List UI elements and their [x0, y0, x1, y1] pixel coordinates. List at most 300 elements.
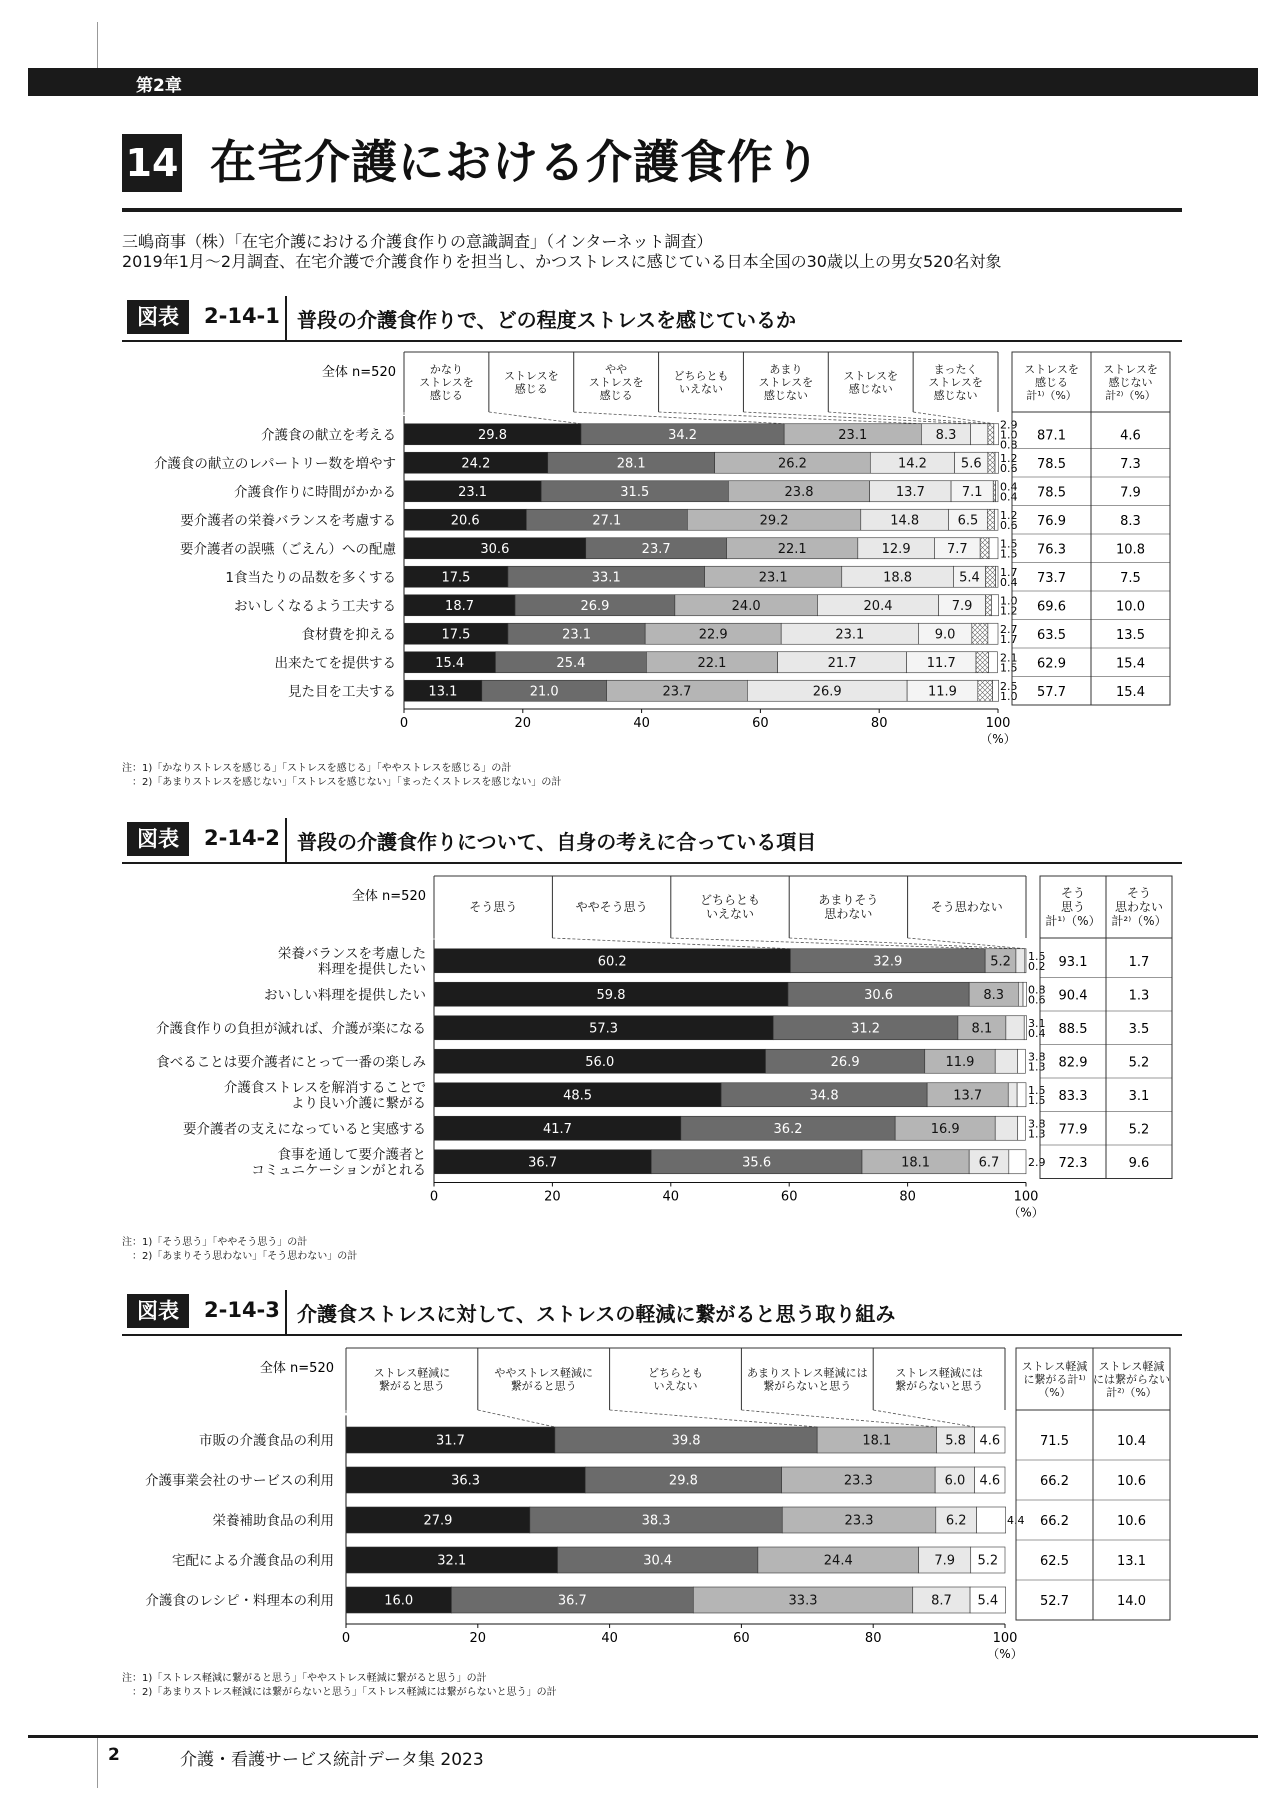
- x-tick-label: 20: [514, 716, 532, 731]
- data-label: 23.7: [662, 684, 692, 700]
- data-label-small: 0.8: [1028, 983, 1046, 997]
- category-label: 要介護者の支えになっていると実感する: [183, 1121, 426, 1138]
- data-label: 21.7: [827, 655, 857, 671]
- category-label: 食事を通して要介護者とコミュニケーションがとれる: [251, 1147, 426, 1179]
- x-tick-label: 0: [429, 1189, 439, 1205]
- totals-cell: 10.6: [1117, 1474, 1146, 1489]
- figure-rule: [122, 1334, 1182, 1336]
- data-label: 7.1: [961, 484, 983, 500]
- data-label: 5.2: [990, 954, 1011, 970]
- legend-connector: [489, 412, 581, 424]
- totals-cell: 93.1: [1058, 954, 1088, 970]
- data-label: 23.1: [758, 570, 788, 586]
- data-label: 23.1: [838, 427, 868, 443]
- data-label-small: 1.7: [1000, 632, 1018, 646]
- data-label: 22.9: [698, 627, 728, 643]
- x-tick-label: 80: [899, 1189, 916, 1205]
- footer-rule: [28, 1735, 1258, 1738]
- data-label: 8.3: [983, 987, 1005, 1003]
- x-tick-label: 0: [341, 1631, 351, 1646]
- data-label-small: 1.5: [1028, 1083, 1046, 1097]
- bar-segment: [978, 680, 993, 701]
- x-tick-label: 40: [601, 1631, 618, 1646]
- data-label: 23.8: [784, 484, 814, 500]
- category-label: 介護食ストレスを解消することでより良い介護に繋がる: [223, 1080, 426, 1112]
- totals-cell: 73.7: [1037, 570, 1066, 586]
- legend-label: ストレス軽減には繋がらないと思う: [895, 1366, 984, 1393]
- n-label: 全体 n=520: [351, 889, 426, 904]
- note-line: 注：1)「そう思う」「ややそう思う」の計: [122, 1237, 308, 1248]
- data-label: 34.8: [809, 1088, 839, 1104]
- legend-label: どちらともいえない: [699, 893, 761, 921]
- legend-connector: [828, 412, 988, 424]
- legend-label: ややストレスを感じる: [588, 363, 644, 402]
- n-label: 全体 n=520: [321, 365, 396, 380]
- category-label: おいしい料理を提供したい: [264, 987, 426, 1004]
- category-label: 見た目を工夫する: [288, 683, 396, 700]
- totals-cell: 14.0: [1117, 1594, 1146, 1609]
- note-line: 注：1)「ストレス軽減に繋がると思う」「ややストレス軽減に繋がると思う」の計: [122, 1673, 487, 1684]
- chart-stress-level: [0, 350, 1280, 760]
- bar-segment: [988, 452, 995, 473]
- data-label: 23.3: [843, 1473, 873, 1489]
- totals-cell: 5.2: [1128, 1122, 1150, 1138]
- figure-tag: 図表: [127, 822, 189, 856]
- section-title: 在宅介護における介護食作り: [210, 135, 821, 189]
- totals-cell: 69.6: [1037, 599, 1066, 615]
- legend-label: ややストレス軽減に繋がると思う: [494, 1366, 594, 1393]
- totals-cell: 66.2: [1040, 1514, 1069, 1529]
- data-label: 17.5: [441, 570, 471, 586]
- data-label-small: 1.5: [1000, 661, 1018, 675]
- legend-connector: [908, 938, 1025, 949]
- data-label-small: 0.6: [1000, 461, 1018, 475]
- data-label-small: 1.0: [1000, 689, 1018, 703]
- totals-cell: 15.4: [1116, 684, 1145, 700]
- bar-segment: [994, 424, 999, 445]
- data-label: 39.8: [671, 1433, 701, 1449]
- totals-cell: 10.8: [1116, 542, 1145, 558]
- totals-cell: 1.3: [1128, 988, 1150, 1004]
- data-label-small: 0.2: [1028, 959, 1046, 973]
- bar-segment: [988, 424, 994, 445]
- legend-label: そう思わない: [930, 900, 1003, 914]
- totals-cell: 78.5: [1037, 456, 1066, 472]
- data-label-small: 1.3: [1028, 1060, 1046, 1074]
- figure-number: 2-14-1: [204, 304, 280, 328]
- totals-cell: 72.3: [1058, 1155, 1088, 1171]
- data-label: 41.7: [542, 1121, 572, 1137]
- data-label: 20.6: [450, 513, 480, 529]
- x-tick-label: 60: [752, 716, 769, 731]
- bar-segment: [986, 595, 992, 616]
- bar-segment: [996, 481, 998, 502]
- data-label: 57.3: [589, 1021, 619, 1037]
- data-label: 16.9: [930, 1121, 960, 1137]
- totals-cell: 5.2: [1128, 1055, 1150, 1071]
- data-label-small: 3.8: [1028, 1117, 1046, 1131]
- data-label-small: 2.9: [1000, 418, 1018, 432]
- data-label: 36.7: [557, 1593, 587, 1609]
- data-label: 7.7: [946, 541, 968, 557]
- source-line-1: 三嶋商事（株）「在宅介護における介護食作りの意識調査」（インターネット調査）: [122, 232, 713, 251]
- bar-segment: [996, 566, 998, 587]
- data-label: 4.6: [979, 1433, 1001, 1449]
- figure-header-2: [122, 818, 1182, 862]
- data-label: 23.1: [562, 627, 592, 643]
- data-label: 25.4: [556, 655, 586, 671]
- bar-segment: [1018, 1049, 1026, 1073]
- totals-cell: 76.3: [1037, 542, 1066, 558]
- totals-cell: 10.0: [1116, 599, 1145, 615]
- legend-connector: [743, 412, 970, 424]
- legend-label: ストレスを感じない: [843, 369, 899, 396]
- bar-segment: [994, 509, 998, 530]
- x-unit-label: （%）: [980, 732, 1016, 746]
- chapter-label: 第2章: [136, 76, 182, 96]
- legend-connector: [671, 938, 985, 949]
- legend-connector: [913, 412, 994, 424]
- bar-segment: [995, 452, 999, 473]
- data-label: 26.9: [580, 598, 610, 614]
- data-label: 26.9: [830, 1054, 860, 1070]
- data-label: 5.4: [959, 570, 980, 586]
- data-label: 18.8: [883, 570, 913, 586]
- data-label: 32.9: [873, 954, 903, 970]
- data-label-small: 1.5: [1000, 547, 1018, 561]
- legend-connector: [610, 1410, 818, 1427]
- bar-segment: [991, 595, 998, 616]
- data-label: 11.7: [926, 655, 956, 671]
- data-label: 38.3: [641, 1513, 671, 1529]
- data-label-small: 0.4: [1028, 1026, 1046, 1040]
- totals-cell: 90.4: [1058, 988, 1088, 1004]
- data-label: 29.2: [759, 513, 789, 529]
- x-tick-label: 80: [864, 1631, 882, 1646]
- data-label: 12.9: [881, 541, 911, 557]
- data-label: 29.8: [668, 1473, 698, 1489]
- bar-segment: [1025, 949, 1026, 973]
- totals-cell: 83.3: [1058, 1088, 1088, 1104]
- data-label-small: 1.2: [1000, 604, 1018, 618]
- figure-title: 介護食ストレスに対して、ストレスの軽減に繋がると思う取り組み: [297, 1302, 896, 1326]
- figure-separator: [285, 296, 287, 340]
- data-label: 7.9: [951, 598, 973, 614]
- data-label: 23.1: [458, 484, 488, 500]
- totals-cell: 82.9: [1058, 1055, 1088, 1071]
- totals-cell: 77.9: [1058, 1122, 1088, 1138]
- legend-connector: [659, 412, 922, 424]
- totals-cell: 62.9: [1037, 656, 1066, 672]
- totals-cell: 71.5: [1040, 1434, 1069, 1449]
- data-label: 36.2: [773, 1121, 803, 1137]
- x-tick-label: 40: [633, 716, 650, 731]
- data-label-small: 2.9: [1028, 1155, 1046, 1169]
- data-label: 24.2: [461, 456, 491, 472]
- bar-segment: [1016, 949, 1025, 973]
- legend-label: あまりストレスを感じない: [758, 363, 814, 402]
- data-label: 27.9: [423, 1513, 453, 1529]
- totals-cell: 9.6: [1128, 1155, 1150, 1171]
- figure-tag: 図表: [127, 1294, 189, 1328]
- category-label: 介護食の献立を考える: [261, 427, 396, 444]
- bar-segment: [988, 652, 997, 673]
- data-label-small: 0.4: [1000, 575, 1018, 589]
- note-line: ：2)「あまりそう思わない」「そう思わない」の計: [122, 1251, 358, 1262]
- data-label-small: 1.7: [1000, 565, 1018, 579]
- data-label-small: 4.4: [1007, 1514, 1025, 1527]
- legend-connector: [478, 1410, 555, 1427]
- data-label: 31.5: [620, 484, 650, 500]
- data-label: 6.2: [945, 1513, 967, 1529]
- category-label: 市販の介護食品の利用: [199, 1433, 334, 1449]
- category-label: 要介護者の栄養バランスを考慮する: [180, 512, 396, 529]
- chart-stress-reduction: [0, 1346, 1280, 1666]
- data-label: 18.1: [862, 1433, 892, 1449]
- notes-2: [122, 1236, 357, 1264]
- data-label: 29.8: [478, 427, 507, 443]
- data-label: 31.2: [851, 1021, 881, 1037]
- data-label-small: 1.0: [1000, 594, 1018, 608]
- data-label-small: 0.6: [1028, 993, 1046, 1007]
- data-label: 8.1: [971, 1021, 993, 1037]
- note-line: 注：1)「かなりストレスを感じる」「ストレスを感じる」「ややストレスを感じる」の計: [122, 763, 512, 774]
- x-tick-label: 60: [780, 1189, 798, 1205]
- totals-cell: 52.7: [1040, 1594, 1069, 1609]
- data-label: 26.9: [812, 684, 842, 700]
- figure-tag: 図表: [127, 300, 189, 334]
- bar-segment: [977, 1507, 1006, 1533]
- note-line: ：2)「あまりストレスを感じない」「ストレスを感じない」「まったくストレスを感じない」の計: [122, 777, 562, 788]
- totals-cell: 7.5: [1120, 570, 1141, 586]
- bar-segment: [993, 481, 995, 502]
- totals-cell: 4.6: [1120, 428, 1141, 444]
- data-label: 28.1: [616, 456, 646, 472]
- bar-segment: [980, 538, 989, 559]
- x-tick-label: 100: [992, 1631, 1018, 1646]
- totals-header: ストレスを感じない計²⁾（%）: [1103, 363, 1158, 402]
- source-line-2: 2019年1月～2月調査、在宅介護で介護食作りを担当し、かつストレスに感じている日本全国の30歳以上の男女520名対象: [122, 252, 1002, 271]
- data-label: 36.3: [451, 1473, 481, 1489]
- data-label: 33.3: [788, 1593, 818, 1609]
- totals-header: ストレス軽減には繋がらない計²⁾（%）: [1093, 1360, 1170, 1399]
- figure-rule: [122, 862, 1182, 864]
- data-label-small: 1.5: [1000, 537, 1018, 551]
- data-label: 11.9: [927, 684, 957, 700]
- category-label: 出来たてを提供する: [274, 655, 396, 672]
- note-line: ：2)「あまりストレス軽減には繋がらないと思う」「ストレス軽減には繋がらないと思う」の計: [122, 1687, 557, 1698]
- category-label: おいしくなるよう工夫する: [234, 598, 396, 615]
- n-label: 全体 n=520: [259, 1361, 334, 1376]
- bar-segment: [971, 424, 988, 445]
- totals-cell: 62.5: [1040, 1554, 1069, 1569]
- totals-cell: 7.9: [1120, 485, 1141, 501]
- data-label-small: 0.4: [1000, 490, 1018, 504]
- category-label: 1食当たりの品数を多くする: [225, 569, 396, 586]
- data-label: 14.2: [897, 456, 927, 472]
- bar-segment: [986, 566, 996, 587]
- data-label: 8.7: [931, 1593, 952, 1609]
- totals-cell: 15.4: [1116, 656, 1145, 672]
- bar-segment: [1009, 1150, 1026, 1174]
- chapter-bar: [28, 68, 1258, 96]
- legend-label: どちらともいえない: [673, 369, 729, 396]
- legend-label: ストレス軽減に繋がると思う: [373, 1366, 451, 1393]
- category-label: 要介護者の誤嚥（ごえん）への配慮: [180, 541, 396, 558]
- x-tick-label: 80: [870, 716, 888, 731]
- data-label: 31.7: [435, 1433, 465, 1449]
- figure-number: 2-14-2: [204, 826, 280, 850]
- legend-label: かなりストレスを感じる: [419, 363, 474, 402]
- legend-connector: [552, 938, 790, 949]
- category-label: 介護事業会社のサービスの利用: [145, 1473, 334, 1489]
- data-label: 5.6: [960, 456, 982, 472]
- data-label: 16.0: [384, 1593, 414, 1609]
- category-label: 栄養バランスを考慮した料理を提供したい: [277, 946, 426, 978]
- category-label: 介護食作りに時間がかかる: [234, 484, 396, 501]
- figure-number: 2-14-3: [204, 1298, 280, 1322]
- data-label-small: 3.1: [1028, 1016, 1046, 1030]
- data-label: 22.1: [697, 655, 727, 671]
- bar-segment: [995, 1049, 1017, 1073]
- totals-header: そう思わない計²⁾（%）: [1111, 886, 1167, 928]
- data-label-small: 0.6: [1000, 518, 1018, 532]
- data-label: 22.1: [777, 541, 807, 557]
- figure-header-3: [122, 1290, 1182, 1334]
- data-label-small: 1.5: [1028, 1093, 1046, 1107]
- x-tick-label: 20: [544, 1189, 561, 1205]
- data-label: 30.4: [643, 1553, 673, 1569]
- category-label: 介護食のレシピ・料理本の利用: [145, 1593, 334, 1609]
- totals-cell: 1.7: [1128, 954, 1150, 970]
- legend-label: あまりそう思わない: [818, 893, 879, 921]
- bar-segment: [976, 652, 988, 673]
- totals-cell: 66.2: [1040, 1474, 1069, 1489]
- margin-line-top: [97, 22, 98, 68]
- category-label: 食べることは要介護者にとって一番の楽しみ: [156, 1054, 426, 1071]
- data-label: 13.1: [428, 684, 458, 700]
- source-text: [122, 232, 1002, 272]
- data-label-small: 1.2: [1000, 508, 1018, 522]
- figure-title: 普段の介護食作りについて、自身の考えに合っている項目: [297, 830, 817, 854]
- category-label: 宅配による介護食品の利用: [172, 1553, 334, 1569]
- totals-cell: 7.3: [1120, 456, 1141, 472]
- figure-header-1: [122, 296, 1182, 340]
- data-label-small: 3.8: [1028, 1050, 1046, 1064]
- data-label-small: 1.2: [1000, 451, 1018, 465]
- bar-segment: [988, 623, 998, 644]
- legend-label: どちらともいえない: [648, 1366, 703, 1393]
- data-label: 14.8: [890, 513, 920, 529]
- data-label: 13.7: [895, 484, 925, 500]
- x-tick-label: 20: [469, 1631, 487, 1646]
- data-label: 36.7: [528, 1155, 558, 1171]
- bar-segment: [1018, 1116, 1026, 1140]
- x-unit-label: （%）: [1008, 1205, 1044, 1220]
- data-label: 48.5: [563, 1088, 593, 1104]
- data-label: 30.6: [864, 987, 894, 1003]
- totals-cell: 13.1: [1117, 1554, 1146, 1569]
- data-label: 30.6: [480, 541, 510, 557]
- section-number: 14: [122, 134, 182, 192]
- category-label: 栄養補助食品の利用: [212, 1513, 334, 1529]
- bar-segment: [1017, 1083, 1026, 1107]
- x-tick-label: 100: [1013, 1189, 1039, 1205]
- chart-own-thoughts: [0, 874, 1280, 1234]
- category-label: 食材費を抑える: [301, 626, 396, 643]
- totals-cell: 8.3: [1120, 513, 1141, 529]
- data-label: 5.8: [945, 1433, 966, 1449]
- bar-segment: [1018, 982, 1023, 1006]
- totals-header: ストレスを感じる計¹⁾（%）: [1024, 363, 1079, 402]
- legend-label: ややそう思う: [575, 900, 648, 914]
- data-label: 15.4: [435, 655, 465, 671]
- totals-cell: 10.6: [1117, 1514, 1146, 1529]
- data-label-small: 0.4: [1000, 480, 1018, 494]
- legend-label: まったくストレスを感じない: [928, 363, 983, 402]
- totals-cell: 76.9: [1037, 513, 1066, 529]
- data-label-small: 2.5: [1000, 679, 1018, 693]
- data-label: 24.4: [823, 1553, 853, 1569]
- data-label: 23.1: [835, 627, 865, 643]
- data-label: 5.4: [977, 1593, 999, 1609]
- figure-rule: [122, 340, 1182, 342]
- data-label: 4.6: [979, 1473, 1001, 1489]
- data-label: 13.7: [953, 1088, 983, 1104]
- figure-separator: [285, 818, 287, 862]
- bar-segment: [1023, 982, 1027, 1006]
- data-label: 27.1: [592, 513, 622, 529]
- totals-cell: 87.1: [1037, 428, 1066, 444]
- data-label: 6.7: [978, 1155, 1000, 1171]
- data-label: 60.2: [597, 954, 627, 970]
- bar-segment: [989, 538, 998, 559]
- category-label: 介護食の献立のレパートリー数を増やす: [153, 455, 396, 472]
- category-label: 介護食作りの負担が減れば、介護が楽になる: [156, 1020, 426, 1037]
- data-label: 7.9: [934, 1553, 956, 1569]
- data-label: 18.1: [901, 1155, 931, 1171]
- totals-cell: 57.7: [1037, 684, 1066, 700]
- bar-segment: [987, 509, 994, 530]
- book-title: 介護・看護サービス統計データ集 2023: [180, 1750, 484, 1770]
- data-label-small: 1.0: [1000, 428, 1018, 442]
- totals-cell: 3.5: [1128, 1021, 1150, 1037]
- data-label: 8.3: [935, 427, 957, 443]
- bar-segment: [993, 680, 999, 701]
- data-label: 24.0: [731, 598, 761, 614]
- legend-label: そう思う: [469, 900, 518, 914]
- totals-cell: 13.5: [1116, 627, 1145, 643]
- bar-segment: [972, 623, 988, 644]
- data-label: 26.2: [777, 456, 807, 472]
- legend-connector: [873, 1410, 974, 1427]
- figure-separator: [285, 1290, 287, 1334]
- data-label-small: 0.8: [1000, 438, 1018, 452]
- margin-line-bottom: [97, 1738, 98, 1788]
- data-label: 33.1: [591, 570, 621, 586]
- data-label: 6.0: [944, 1473, 966, 1489]
- x-tick-label: 0: [399, 716, 409, 731]
- totals-cell: 3.1: [1128, 1088, 1150, 1104]
- data-label: 34.2: [668, 427, 698, 443]
- data-label-small: 2.1: [1000, 651, 1018, 665]
- data-label: 18.7: [445, 598, 475, 614]
- notes-3: [122, 1672, 557, 1700]
- legend-label: あまりストレス軽減には繋がらないと思う: [746, 1366, 868, 1393]
- data-label: 56.0: [585, 1054, 615, 1070]
- data-label: 6.5: [957, 513, 979, 529]
- data-label: 35.6: [742, 1155, 772, 1171]
